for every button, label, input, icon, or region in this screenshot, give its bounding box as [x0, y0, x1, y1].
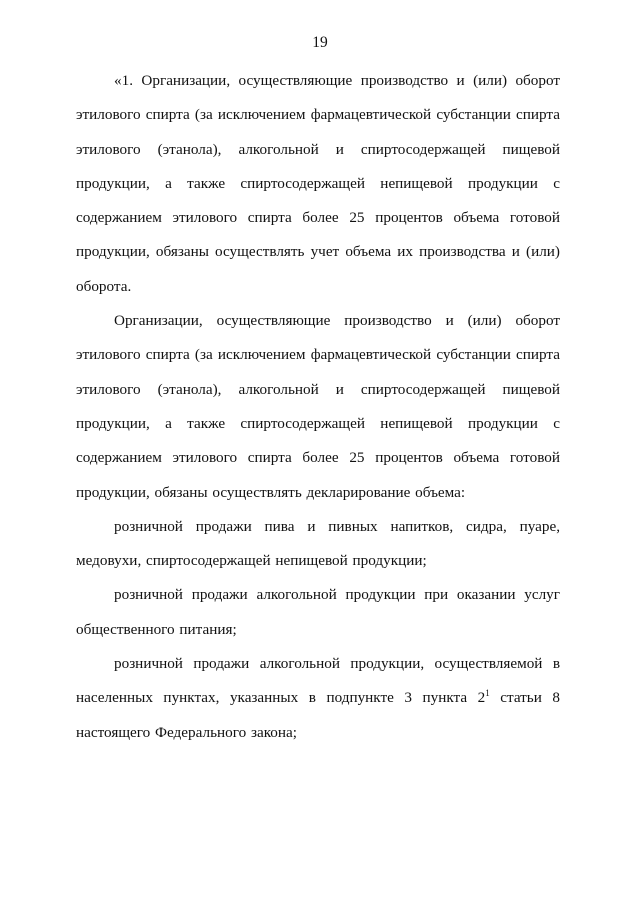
paragraph-5	[76, 647, 560, 750]
page-number: 19	[312, 34, 328, 51]
document-body	[76, 64, 560, 750]
paragraph-5-text-after: статьи 8 настоящего Федерального закона;	[76, 689, 560, 741]
footnote-superscript: 1	[485, 688, 490, 699]
paragraph-2: Организации, осуществляющие производство и (или) оборот этилового спирта (за исключением фармацевтической субстанции спирта этилового (этанола), алкогольной и спиртосодержащей пищевой продукции, а также спиртосодержащей непищевой продукции с содержанием этилового спирта более 25 процентов объема готовой продукции, обязаны осуществлять декларирование объема:	[76, 312, 560, 501]
paragraph-5-text-before: розничной продажи алкогольной продукции, осуществляемой в населенных пунктах, указанных в подпункте 3 пункта 2	[76, 655, 560, 707]
paragraph-4: розничной продажи алкогольной продукции при оказании услуг общественного питания;	[76, 586, 560, 638]
paragraph-3: розничной продажи пива и пивных напитков, сидра, пуаре, медовухи, спиртосодержащей непищевой продукции;	[76, 517, 560, 570]
paragraph-1: «1. Организации, осуществляющие производство и (или) оборот этилового спирта (за исключением фармацевтической субстанции спирта этилового (этанола), алкогольной и спиртосодержащей пищевой продукции, а также спиртосодержащей непищевой продукции с содержанием этилового спирта более 25 процентов объема готовой продукции, обязаны осуществлять учет объема их производства и (или) оборота.	[76, 72, 560, 295]
